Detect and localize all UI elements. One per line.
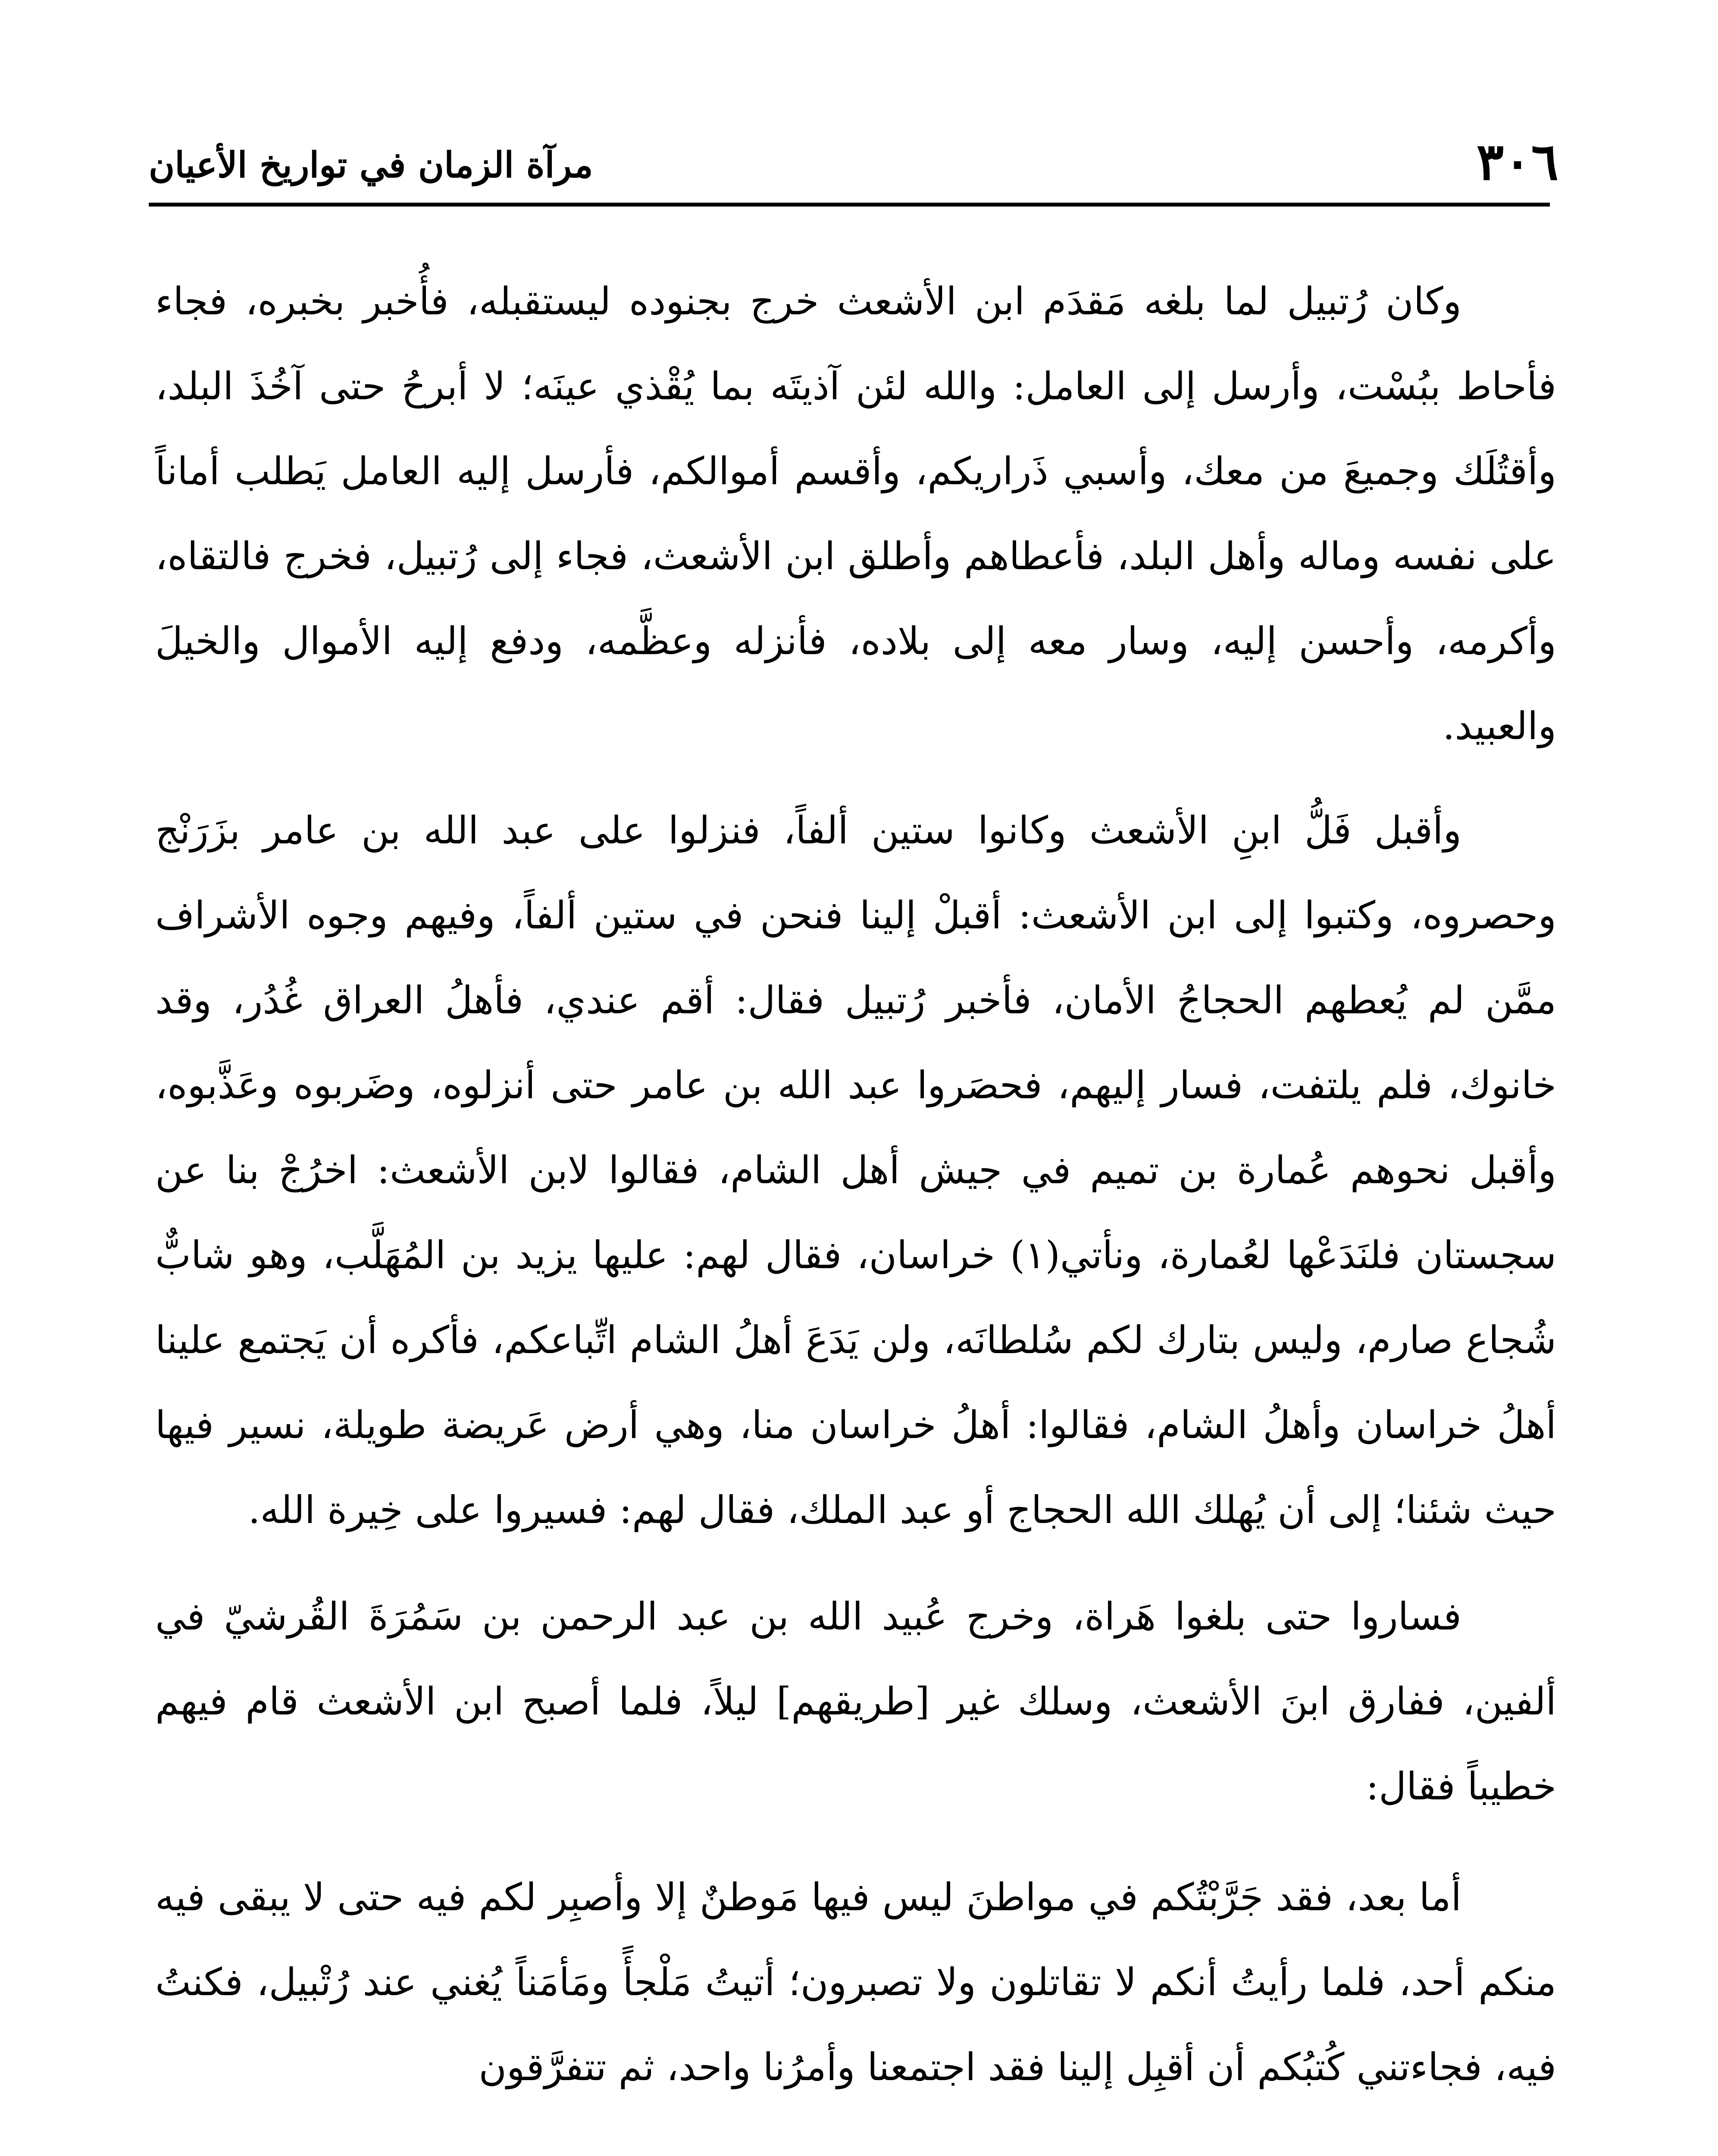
- page-number: ٣٠٦: [1476, 132, 1558, 191]
- main-text: [155, 259, 1556, 2109]
- paragraph: وأقبل فَلُّ ابنِ الأشعث وكانوا ستين ألفاً، فنزلوا على عبد الله بن عامر بزَرَنْج وحصروه، وكتبوا إلى ابن الأشعث: أقبلْ إلينا فنحن في ستين ألفاً، وفيهم وجوه الأشراف ممَّن لم يُعطهم الحجاجُ الأمان، فأخبر رُتبيل فقال: أقم عندي، فأهلُ العراق غُدُر، وقد خانوك، فلم يلتفت، فسار إليهم، فحصَروا عبد الله بن عامر حتى أنزلوه، وضَربوه وعَذَّبوه، وأقبل نحوهم عُمارة بن تميم في جيش أهل الشام، فقالوا لابن الأشعث: اخرُجْ بنا عن سجستان فلنَدَعْها لعُمارة، ونأتي(١) خراسان، فقال لهم: عليها يزيد بن المُهَلَّب، وهو شابٌّ شُجاع صارم، وليس بتارك لكم سُلطانَه، ولن يَدَعَ أهلُ الشام اتِّباعكم، فأكره أن يَجتمع علينا أهلُ خراسان وأهلُ الشام، فقالوا: أهلُ خراسان منا، وهي أرض عَريضة طويلة، نسير فيها حيث شئنا؛ إلى أن يُهلك الله الحجاج أو عبد الملك، فقال لهم: فسيروا على خِيرة الله.: [155, 808, 1557, 1532]
- book-title: مرآة الزمان في تواريخ الأعيان: [149, 144, 593, 186]
- paragraph: وكان رُتبيل لما بلغه مَقدَم ابن الأشعث خرج بجنوده ليستقبله، فأُخبر بخبره، فجاء فأحاط ببُسْت، وأرسل إلى العامل: والله لئن آذيتَه بما يُقْذي عينَه؛ لا أبرحُ حتى آخُذَ البلد، وأقتُلَك وجميعَ من معك، وأسبي ذَراريكم، وأقسم أموالكم، فأرسل إليه العامل يَطلب أماناً على نفسه وماله وأهل البلد، فأعطاهم وأطلق ابن الأشعث، فجاء إلى رُتبيل، فخرج فالتقاه، وأكرمه، وأحسن إليه، وسار معه إلى بلاده، فأنزله وعظَّمه، ودفع إليه الأموال والخيلَ والعبيد.: [155, 279, 1556, 748]
- running-header: [149, 129, 1558, 203]
- paragraph: أما بعد، فقد جَرَّبْتُكم في مواطنَ ليس فيها مَوطنٌ إلا وأصبِر لكم فيه حتى لا يبقى فيه منكم أحد، فلما رأيتُ أنكم لا تقاتلون ولا تصبرون؛ أتيتُ مَلْجأً ومَأمَناً يُغني عند رُتْبيل، فكنتُ فيه، فجاءتني كُتبُكم أن أقبِل إلينا فقد اجتمعنا وأمرُنا واحد، ثم تتفرَّقون: [155, 1875, 1556, 2089]
- paragraph: فساروا حتى بلغوا هَراة، وخرج عُبيد الله بن عبد الرحمن بن سَمُرَةَ القُرشيّ في ألفين، ففارق ابنَ الأشعث، وسلك غير [طريقهم] ليلاً، فلما أصبح ابن الأشعث قام فيهم خطيباً فقال:: [155, 1594, 1556, 1808]
- header-rule: [149, 203, 1550, 207]
